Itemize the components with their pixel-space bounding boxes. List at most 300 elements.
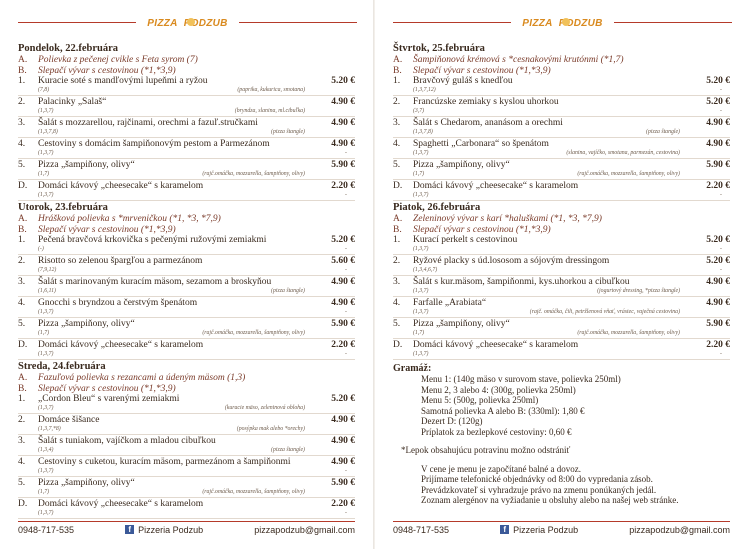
menu-item-price: 5.20 €: [331, 394, 355, 404]
soup-letter: A.: [18, 373, 28, 383]
menu-item-row: [18, 97, 355, 108]
header-rule: [393, 22, 511, 23]
menu-item: [393, 76, 730, 96]
menu-item-price: 5.90 €: [706, 319, 730, 329]
day-block: [18, 43, 355, 201]
soup-name: Šampiňonová krémová s *cesnakovými krutónmi (*1,7): [413, 55, 624, 65]
menu-item: [393, 256, 730, 276]
allergen-codes: (7,9,12): [38, 266, 57, 273]
item-divider: [18, 338, 355, 339]
soup-name: Zeleninový vývar s karí *haluškami (*1, *3, *7,9): [413, 214, 602, 224]
facebook-icon: f: [125, 525, 134, 534]
ingredient-note: (kuracie mäso, zeleninová obloha): [224, 404, 305, 411]
menu-item-name: Šalát s tuniakom, vajíčkom a mladou cibuľkou: [38, 436, 216, 446]
menu-item-number: 2.: [18, 415, 26, 425]
menu-item-name: Risotto so zelenou špargľou a parmezánom: [38, 256, 203, 266]
menu-item-name: Bravčový guláš s knedľou: [413, 76, 513, 86]
allergen-codes: (1,3,7): [38, 404, 54, 411]
menu-item-price: 4.90 €: [331, 457, 355, 467]
ingredient-note: [108, 510, 345, 518]
allergen-codes: (1,3,7): [38, 308, 54, 315]
day-block: [18, 361, 355, 519]
info-note: Prevádzkovateľ si vyhradzuje právo na zmenu ponúkaných jedál.: [421, 484, 657, 495]
logo-text-left: PIZZA: [522, 17, 553, 29]
menu-page-right: [375, 0, 750, 549]
menu-item-name: Šalát s marinovaným kuracím mäsom, sezamom a broskyňou: [38, 277, 272, 287]
no-note-dash: -: [345, 191, 347, 198]
menu-item-details: [18, 468, 355, 476]
menu-item: [18, 457, 355, 477]
menu-item-row: [393, 277, 730, 288]
menu-item-number: 3.: [18, 277, 26, 287]
menu-item-name: Domáci kávový „cheesecake“ s karamelom: [38, 340, 204, 350]
menu-item: [393, 298, 730, 318]
allergen-codes: (1,3,7): [38, 509, 54, 516]
item-divider: [18, 455, 355, 456]
menu-item-row: [18, 118, 355, 129]
menu-item-row: [18, 457, 355, 468]
menu-item-details: [18, 330, 355, 338]
item-divider: [393, 200, 730, 201]
menu-item-number: 1.: [18, 394, 26, 404]
menu-item-details: [18, 288, 355, 296]
menu-item-number: 5.: [18, 160, 26, 170]
item-divider: [393, 116, 730, 117]
day-block: [393, 202, 730, 360]
menu-item: [18, 235, 355, 255]
soup-row: [393, 225, 730, 236]
item-divider: [393, 338, 730, 339]
ingredient-note: [108, 351, 345, 359]
logo-text-left: PIZZA: [147, 17, 178, 29]
pizza-podzub-logo: [148, 10, 228, 36]
gramaz-line: Samotná polievka A alebo B: (330ml): 1,80 €: [421, 405, 585, 416]
menu-item-name: Cestoviny s cuketou, kuracím mäsom, parmezánom a šampiňonmi: [38, 457, 291, 467]
menu-item-details: [393, 309, 730, 317]
item-divider: [393, 179, 730, 180]
menu-item-price: 4.90 €: [331, 298, 355, 308]
menu-item: [393, 277, 730, 297]
menu-item-number: 1.: [18, 235, 26, 245]
facebook-link[interactable]: [125, 525, 203, 535]
item-divider: [18, 413, 355, 414]
allergen-codes: (-): [38, 245, 44, 252]
menu-item-details: [393, 330, 730, 338]
soup-letter: B.: [18, 65, 27, 76]
menu-item-number: 1.: [393, 235, 401, 245]
menu-item-details: [393, 129, 730, 137]
allergen-codes: (1,3,7): [413, 191, 429, 198]
menu-item-details: [393, 171, 730, 179]
no-note-dash: [345, 426, 355, 434]
logo-text-right: PODZUB: [183, 17, 228, 29]
no-note-dash: [720, 288, 730, 296]
day-block: [18, 202, 355, 360]
menu-item-number: 5.: [393, 160, 401, 170]
page-header: [393, 10, 732, 36]
no-note-dash: [345, 171, 355, 179]
menu-item-price: 5.90 €: [331, 478, 355, 488]
item-divider: [18, 95, 355, 96]
menu-item-price: 5.20 €: [706, 76, 730, 86]
ingredient-note: [483, 108, 720, 116]
no-note-dash: [720, 129, 730, 137]
no-note-dash: -: [345, 509, 347, 516]
menu-item-name: Pizza „šampiňony, olivy“: [38, 478, 135, 488]
no-note-dash: -: [345, 308, 347, 315]
menu-item-number: D.: [393, 181, 403, 191]
no-note-dash: -: [720, 245, 722, 252]
allergen-codes: (1,7): [413, 329, 425, 336]
menu-item-row: [18, 160, 355, 171]
ingredient-note: (bryndza, slanina, ml.cibuľka): [234, 107, 305, 114]
menu-item: [18, 277, 355, 297]
menu-item-name: Šalát s kur.mäsom, šampiňonmi, kys.uhorkou a cibuľkou: [413, 277, 630, 287]
soup-letter: A.: [18, 55, 28, 65]
menu-item-details: [18, 426, 355, 434]
item-divider: [18, 518, 355, 519]
menu-item-price: 5.90 €: [331, 319, 355, 329]
gramaz-line: Príplatok za bezlepkové cestoviny: 0,60 €: [421, 426, 572, 437]
allergen-codes: (1,3,7): [413, 287, 429, 294]
ingredient-note: (rajč.omáčka, mozzarella, šampiňony, olivy): [577, 329, 680, 336]
menu-item: [393, 181, 730, 201]
soup-letter: A.: [393, 55, 403, 65]
day-title: Pondelok, 22.februára: [18, 43, 119, 54]
menu-item: [18, 76, 355, 96]
phone-number[interactable]: 0948-717-535: [393, 524, 450, 535]
menu-item: [18, 298, 355, 318]
menu-item-details: [18, 267, 355, 275]
no-note-dash: [345, 108, 355, 116]
soup-letter: B.: [18, 383, 27, 394]
menu-item-name: Pizza „šampiňony, olivy“: [413, 319, 510, 329]
soup-letter: A.: [393, 214, 403, 224]
item-divider: [18, 116, 355, 117]
menu-item-name: Pizza „šampiňony, olivy“: [38, 160, 135, 170]
allergen-codes: (1,6,11): [38, 287, 56, 294]
menu-item-name: „Cordon Bleu“ s varenými zemiakmi: [38, 394, 180, 404]
no-note-dash: -: [720, 107, 722, 114]
menu-item-details: [393, 267, 730, 275]
no-note-dash: -: [720, 266, 722, 273]
soup-name: Slepačí vývar s cestovinou (*1,*3,9): [413, 65, 551, 76]
menu-item-row: [18, 499, 355, 510]
menu-item-row: [393, 319, 730, 330]
allergen-codes: (1,3,7): [38, 350, 54, 357]
menu-item-price: 4.90 €: [331, 415, 355, 425]
menu-item-price: 4.90 €: [331, 118, 355, 128]
ingredient-note: (rajč.omáčka, mozzarella, šampiňony, olivy): [577, 170, 680, 177]
allergen-codes: (1,3,4,6,7): [413, 266, 438, 273]
soup-row: [18, 214, 355, 225]
menu-item-name: Kurací perkelt s cestovinou: [413, 235, 518, 245]
menu-item: [18, 319, 355, 339]
allergen-codes: (1,3,7,12): [413, 86, 436, 93]
soup-row: [18, 55, 355, 66]
menu-item: [393, 235, 730, 255]
ingredient-note: (jogurtový dressing, *pizza štangle): [597, 287, 680, 294]
allergen-codes: (3,7): [413, 107, 425, 114]
menu-item: [18, 160, 355, 180]
ingredient-note: [108, 150, 345, 158]
menu-item-price: 5.90 €: [706, 160, 730, 170]
ingredient-note: (rajč.omáčka, mozzarella, šampiňony, olivy): [202, 170, 305, 177]
item-divider: [18, 359, 355, 360]
gramaz-line: Menu 5: (500g, polievka 250ml): [421, 395, 539, 405]
menu-item-price: 5.20 €: [706, 235, 730, 245]
menu-item-row: [393, 235, 730, 246]
menu-item: [393, 118, 730, 138]
item-divider: [18, 434, 355, 435]
menu-item-name: Domáce šišance: [38, 415, 100, 425]
soup-name: Polievka z pečenej cvikle s Feta syrom (7): [38, 55, 198, 65]
menu-item-number: 4.: [18, 139, 26, 149]
soup-letter: B.: [393, 224, 402, 235]
menu-item-price: 5.60 €: [331, 256, 355, 266]
soup-row: [393, 214, 730, 225]
ingredient-note: (rajč. omáčka, čili, petržlenová vňať, vrástec, vaječná cestovina): [529, 308, 680, 315]
menu-item-details: [18, 150, 355, 158]
menu-item-number: D.: [393, 340, 403, 350]
menu-item-details: [18, 108, 355, 116]
header-rule: [18, 22, 136, 23]
allergen-codes: (1,3,7): [413, 350, 429, 357]
menu-item-price: 5.20 €: [706, 97, 730, 107]
no-note-dash: [345, 129, 355, 137]
allergen-codes: (7,8): [38, 86, 50, 93]
allergen-codes: (1,7): [38, 170, 50, 177]
allergen-codes: (1,3,7): [413, 245, 429, 252]
menu-item: [393, 160, 730, 180]
logo-text-right: PODZUB: [558, 17, 603, 29]
menu-item-name: Farfalle „Arabiata“: [413, 298, 487, 308]
gramaz-line: Menu 1: (140g mäso v surovom stave, polievka 250ml): [421, 374, 621, 384]
no-note-dash: -: [345, 467, 347, 474]
menu-item-price: 5.90 €: [331, 160, 355, 170]
item-divider: [18, 296, 355, 297]
gramaz-line: Menu 2, 3 alebo 4: (300g, polievka 250ml): [421, 384, 576, 395]
menu-item-price: 5.20 €: [706, 256, 730, 266]
soup-row: [18, 66, 355, 77]
no-note-dash: [345, 489, 355, 497]
allergen-codes: (1,3,7): [38, 191, 54, 198]
no-note-dash: -: [345, 245, 347, 252]
allergen-codes: (1,3,7,*8): [38, 425, 61, 432]
menu-item-row: [18, 76, 355, 87]
menu-item-row: [18, 256, 355, 267]
menu-item-number: 5.: [393, 319, 401, 329]
menu-item-details: [18, 489, 355, 497]
no-note-dash: -: [720, 86, 722, 93]
menu-item-name: Domáci kávový „cheesecake“ s karamelom: [413, 181, 579, 191]
menu-item-number: 4.: [393, 139, 401, 149]
no-note-dash: [345, 288, 355, 296]
page-footer: [18, 521, 355, 535]
menu-item-row: [393, 76, 730, 87]
menu-item-price: 4.90 €: [706, 298, 730, 308]
item-divider: [18, 497, 355, 498]
menu-item-row: [18, 319, 355, 330]
menu-item-details: [18, 309, 355, 317]
menu-item-row: [18, 340, 355, 351]
menu-item-details: [393, 351, 730, 359]
item-divider: [18, 179, 355, 180]
ingredient-note: (rajč.omáčka, mozzarella, šampiňony, olivy): [202, 329, 305, 336]
allergen-codes: (1,7): [38, 329, 50, 336]
menu-item-name: Domáci kávový „cheesecake“ s karamelom: [38, 181, 204, 191]
gramaz-line: Dezert D: (120g): [421, 416, 483, 426]
soup-name: Fazuľová polievka s rezancami a údeným mäsom (1,3): [38, 373, 246, 383]
day-title: Streda, 24.februára: [18, 361, 106, 372]
menu-item-name: Pečená bravčová krkovička s pečenými ružovými zemiakmi: [38, 235, 267, 245]
menu-item-row: [393, 181, 730, 192]
no-note-dash: -: [345, 149, 347, 156]
menu-item-name: Šalát s mozzarellou, rajčinami, orechmi a fazuľ.stručkami: [38, 118, 258, 128]
menu-item-details: [393, 192, 730, 200]
menu-item-name: Kuracie soté s mandľovými lupeňmi a ryžou: [38, 76, 208, 86]
header-rule: [614, 22, 732, 23]
menu-item-details: [393, 246, 730, 254]
phone-number[interactable]: 0948-717-535: [18, 524, 75, 535]
soup-letter: B.: [18, 224, 27, 235]
ingredient-note: [108, 192, 345, 200]
item-divider: [18, 275, 355, 276]
no-note-dash: [345, 405, 355, 413]
allergen-codes: (1,3,7): [38, 149, 54, 156]
no-note-dash: [345, 447, 355, 455]
ingredient-note: (pizza štangle): [271, 446, 305, 453]
soup-row: [18, 384, 355, 395]
menu-item-row: [18, 139, 355, 150]
menu-content-right: [393, 42, 730, 506]
menu-item-name: Ryžové placky s úd.lososom a sójovým dressingom: [413, 256, 610, 266]
ingredient-note: [483, 351, 720, 359]
item-divider: [393, 275, 730, 276]
item-divider: [18, 158, 355, 159]
header-rule: [239, 22, 357, 23]
menu-item-number: 2.: [18, 256, 26, 266]
menu-item-row: [18, 478, 355, 489]
menu-item-row: [393, 160, 730, 171]
menu-item-row: [393, 298, 730, 309]
email-link[interactable]: pizzapodzub@gmail.com: [629, 524, 730, 535]
ingredient-note: [483, 267, 720, 275]
ingredient-note: (posýpka mak alebo *orechy): [236, 425, 305, 432]
soup-row: [393, 66, 730, 77]
menu-item-details: [18, 405, 355, 413]
item-divider: [18, 200, 355, 201]
menu-item-number: 2.: [18, 97, 26, 107]
page-header: [18, 10, 357, 36]
menu-item-name: Šalát s Chedarom, ananásom a orechmi: [413, 118, 563, 128]
allergen-codes: (1,3,7): [413, 308, 429, 315]
ingredient-note: [483, 246, 720, 254]
ingredient-note: [483, 87, 720, 95]
ingredient-note: (pizza štangle): [271, 287, 305, 294]
menu-item-price: 5.20 €: [331, 235, 355, 245]
no-note-dash: [720, 309, 730, 317]
item-divider: [393, 95, 730, 96]
menu-item-number: 3.: [18, 118, 26, 128]
allergen-codes: (1,7): [38, 488, 50, 495]
day-title: Utorok, 23.februára: [18, 202, 108, 213]
menu-item-row: [18, 436, 355, 447]
day-block: [393, 43, 730, 201]
menu-item: [393, 319, 730, 339]
menu-item-price: 2.20 €: [331, 340, 355, 350]
allergen-codes: (1,3,4): [38, 446, 54, 453]
menu-item-number: D.: [18, 340, 28, 350]
ingredient-note: (pizza štangle): [646, 128, 680, 135]
menu-item-name: Palacinky „Salaš“: [38, 97, 107, 107]
item-divider: [393, 158, 730, 159]
info-note: Zoznam alergénov na vyžiadanie u obsluhy alebo na našej web stránke.: [421, 495, 679, 505]
facebook-link[interactable]: [500, 525, 578, 535]
menu-item-price: 2.20 €: [706, 340, 730, 350]
allergen-codes: (1,7): [413, 170, 425, 177]
menu-item-number: 3.: [393, 277, 401, 287]
gramaz-section: [393, 363, 730, 506]
info-note: Prijímame telefonické objednávky od 8:00 do vypredania zásob.: [421, 474, 653, 484]
ingredient-note: (rajč.omáčka, mozzarella, šampiňony, olivy): [202, 488, 305, 495]
allergen-codes: (1,3,7): [413, 149, 429, 156]
soup-row: [18, 225, 355, 236]
soup-letter: A.: [18, 214, 28, 224]
no-note-dash: [720, 330, 730, 338]
menu-item-name: Spaghetti „Carbonara“ so špenátom: [413, 139, 549, 149]
menu-item: [393, 139, 730, 159]
menu-item-number: 4.: [18, 457, 26, 467]
ingredient-note: [108, 246, 345, 254]
menu-item-number: 5.: [18, 478, 26, 488]
menu-item-name: Cestoviny s domácim šampiňonovým pestom a Parmezánom: [38, 139, 270, 149]
menu-item-number: D.: [18, 181, 28, 191]
soup-name: Slepačí vývar s cestovinou (*1,*3,9): [38, 65, 176, 76]
menu-item: [18, 139, 355, 159]
menu-item-details: [18, 246, 355, 254]
menu-content-left: [18, 42, 355, 520]
menu-item-row: [393, 118, 730, 129]
menu-item-details: [393, 288, 730, 296]
ingredient-note: [108, 468, 345, 476]
menu-item-name: Domáci kávový „cheesecake“ s karamelom: [38, 499, 204, 509]
gramaz-title: Gramáž:: [393, 363, 432, 374]
menu-item-row: [393, 97, 730, 108]
menu-item-price: 4.90 €: [706, 118, 730, 128]
item-divider: [393, 317, 730, 318]
no-note-dash: -: [720, 191, 722, 198]
soup-name: Slepačí vývar s cestovinou (*1,*3,9): [413, 224, 551, 235]
menu-item-number: 3.: [18, 436, 26, 446]
menu-item-name: Domáci kávový „cheesecake“ s karamelom: [413, 340, 579, 350]
menu-item-number: 1.: [18, 76, 26, 86]
right-days: [393, 43, 730, 360]
email-link[interactable]: pizzapodzub@gmail.com: [254, 524, 355, 535]
menu-item-price: 2.20 €: [331, 181, 355, 191]
soup-name: Slepačí vývar s cestovinou (*1,*3,9): [38, 224, 176, 235]
no-note-dash: [720, 150, 730, 158]
menu-item: [18, 97, 355, 117]
item-divider: [18, 317, 355, 318]
menu-item-details: [393, 150, 730, 158]
menu-item: [18, 256, 355, 276]
allergen-codes: (1,3,7,8): [38, 128, 58, 135]
soup-letter: B.: [393, 65, 402, 76]
menu-item: [393, 340, 730, 360]
menu-item: [18, 340, 355, 360]
day-title: Štvrtok, 25.februára: [393, 43, 485, 54]
